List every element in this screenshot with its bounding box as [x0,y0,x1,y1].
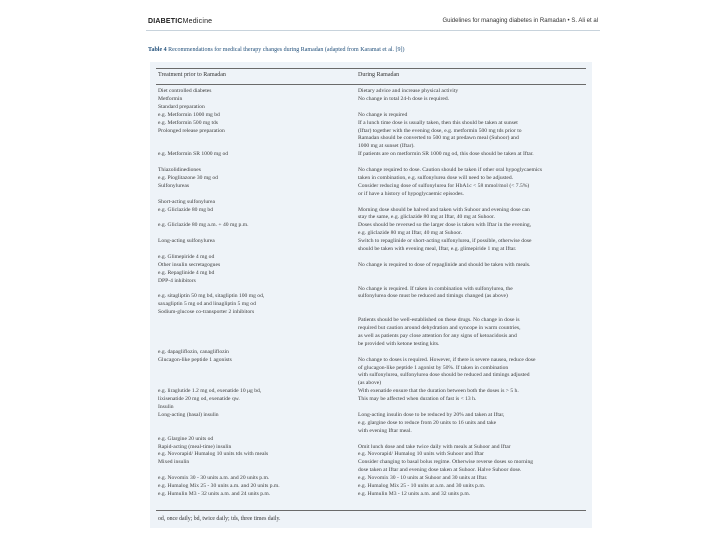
cell-prior-treatment: Short-acting sulfonylurea [158,198,216,205]
table-header [150,70,592,82]
cell-prior-treatment: Insulin [158,404,174,410]
cell-prior-treatment: saxagliptin 5 mg od and linagliptin 5 mg od [158,301,256,308]
cell-prior-treatment: e.g. Metformin 1000 mg bd [158,111,220,118]
table-caption-text: Recommendations for medical therapy changes during Ramadan (adapted from Karamat et al. [9]) [168,47,405,53]
cell-prior-treatment: e.g. Humulin M3 - 32 units a.m. and 24 units p.m. [158,490,271,497]
cell-prior-treatment: e.g. Humalog Mix 25 - 30 units a.m. and 20 units p.m. [158,483,280,489]
cell-during-ramadan: With exenatide ensure that the duration between both the doses is > 5 h. [358,388,519,395]
page-header [146,18,600,31]
cell-during-ramadan: This may be affected when duration of fast is < 13 h. [358,396,477,403]
table-footnote: od, once daily; bd, twice daily; tds, three times daily. [158,516,281,522]
cell-prior-treatment: e.g. Gliclazide 80 mg bd [158,206,213,213]
table-header-rule [156,84,586,85]
table-label: Table 4 [148,47,167,53]
cell-during-ramadan: Patients should be well-established on these drugs. No change in dose is [358,317,520,324]
cell-prior-treatment: e.g. sitagliptin 50 mg bd, sitagliptin 100 mg od, [158,293,265,300]
column-header-during: During Ramadan [358,72,400,78]
cell-during-ramadan: Consider reducing dose of sulfonylurea for HbA1c < 58 mmol/mol (< 7.5%) [358,182,530,189]
cell-during-ramadan: with sulfonylurea, sulfonylurea dose should be reduced and timings adjusted [358,372,530,379]
cell-prior-treatment: e.g. Metformin SR 1000 mg od [158,151,229,158]
cell-prior-treatment: e.g. Glargine 20 units od [158,435,214,442]
cell-during-ramadan: taken in combination, e.g. sulfonylurea dose will need to be adjusted. [358,174,514,181]
running-title: Guidelines for managing diabetes in Ramadan • S. Ali et al [442,18,598,24]
journal-title [148,18,212,25]
cell-during-ramadan: No change to doses is required. However, if there is severe nausea, reduce dose [358,356,536,363]
cell-prior-treatment: Sulfonylureas [158,182,190,189]
cell-during-ramadan: e.g. Novomix 30 - 10 units at Suhoor and 30 units at Iftar. [358,475,488,482]
cell-during-ramadan: as well as patients pay close attention for any signs of ketoacidosis and [358,332,517,339]
cell-prior-treatment: lixisenatide 20 mg od, exenatide qw. [158,396,240,403]
journal-title-light: Medicine [182,18,213,25]
cell-prior-treatment: Glucagon-like peptide 1 agonists [158,356,232,363]
cell-prior-treatment: e.g. Metformin 500 mg tds [158,119,218,126]
cell-during-ramadan: e.g. gliclazide 80 mg at Iftar, 40 mg at Suhoor. [358,230,463,237]
cell-during-ramadan: No change is required to dose of repaglinide and should be taken with meals. [358,261,531,268]
cell-during-ramadan: If a lunch time dose is usually taken, then this should be taken at sunset [358,119,518,126]
cell-prior-treatment: e.g. Gliclazide 80 mg a.m. + 40 mg p.m. [158,222,249,229]
cell-during-ramadan: Switch to repaglinide or short-acting sulfonylurea, if possible, otherwise dose [358,238,532,245]
cell-during-ramadan: sulfonylurea dose must be reduced and timings changed (as above) [358,293,508,300]
cell-during-ramadan: e.g. Humulin M3 - 12 units a.m. and 32 units p.m. [358,490,471,497]
cell-prior-treatment: Long-acting (basal) insulin [158,411,219,418]
cell-during-ramadan: Dietary advice and increase physical activity [358,88,459,94]
journal-page [146,0,600,540]
cell-prior-treatment: Standard preparation [158,103,205,110]
cell-during-ramadan: required but caution around dehydration and syncope in warm countries, [358,325,521,331]
cell-prior-treatment: DPP-4 inhibitors [158,277,196,284]
cell-during-ramadan: No change in total 24-h dose is required. [358,95,450,102]
cell-during-ramadan: or if have a history of hypoglycaemic episodes. [358,190,464,197]
cell-during-ramadan: Long-acting insulin dose to be reduced by 20% and taken at Iftar, [358,411,505,418]
cell-during-ramadan: dose taken at Iftar and evening dose taken at Suhoor. Halve Suhoor dose. [358,467,522,474]
column-header-prior: Treatment prior to Ramadan [158,72,226,78]
cell-during-ramadan: Omit lunch dose and take twice daily with meals at Suhoor and Iftar [358,443,511,450]
cell-prior-treatment: Sodium-glucose co-transporter 2 inhibitors [158,309,255,316]
cell-prior-treatment: Thiazolidinediones [158,167,201,173]
cell-during-ramadan: Ramadan should be converted to 500 mg at predawn meal (Suhoor) and [358,135,519,142]
cell-prior-treatment: e.g. Glimepiride 4 mg od [158,253,215,260]
table-caption [148,47,405,53]
cell-during-ramadan: e.g. Humalog Mix 25 - 10 units at a.m. and 30 units p.m. [358,483,486,489]
cell-prior-treatment: Metformin [158,95,183,102]
cell-prior-treatment: Other insulin secretagogues [158,261,221,268]
cell-during-ramadan: e.g. Novorapid/ Humalog 10 units with Suhoor and Iftar [358,451,484,458]
cell-during-ramadan: If patients are on metformin SR 1000 mg od, this dose should be taken at Iftar. [358,151,534,158]
cell-during-ramadan: of glucagon-like peptide 1 agonist by 50%. If taken in combination [358,364,509,371]
cell-prior-treatment: e.g. Pioglitazone 30 mg od [158,174,218,181]
cell-prior-treatment: e.g. Novomix 30 - 30 units a.m. and 20 units p.m. [158,475,270,482]
cell-during-ramadan: (as above) [358,380,382,387]
cell-prior-treatment: Diet controlled diabetes [158,88,212,94]
table-bottom-rule [156,510,586,511]
cell-prior-treatment: Rapid-acting (meal-time) insulin [158,443,232,450]
cell-prior-treatment: e.g. dapagliflozin, canagliflozin [158,348,229,355]
cell-during-ramadan: No change is required [358,111,408,118]
cell-during-ramadan: No change is required. If taken in combination with sulfonylurea, the [358,285,513,292]
cell-prior-treatment: Mixed insulin [158,459,190,466]
cell-during-ramadan: e.g. glargine dose to reduce from 20 units to 16 units and take [358,419,497,426]
cell-during-ramadan: should be taken with evening meal, Iftar, e.g. glimepiride 1 mg at Iftar. [358,246,517,252]
cell-prior-treatment: Prolonged release preparation [158,127,225,134]
cell-during-ramadan: Consider changing to basal bolus regime. Otherwise reverse doses so morning [358,459,534,466]
cell-during-ramadan: No change required to dose. Caution should be taken if other oral hypoglycaemics [358,167,543,173]
cell-during-ramadan: stay the same, e.g. gliclazide 80 mg at Iftar, 40 mg at Suhoor. [358,214,495,221]
cell-during-ramadan: Doses should be reversed so the larger dose is taken with Iftar in the evening, [358,222,532,229]
cell-during-ramadan: with evening Iftar meal. [358,427,412,434]
cell-during-ramadan: 1000 mg at sunset (Iftar). [358,143,415,150]
cell-prior-treatment: e.g. Repaglinide 4 mg bd [158,269,215,276]
cell-during-ramadan: be provided with ketone testing kits. [358,340,440,347]
cell-during-ramadan: (Iftar) together with the evening dose, e.g. metformin 500 mg tds prior to [358,127,522,134]
cell-prior-treatment: e.g. Novorapid/ Humalog 10 units tds with meals [158,451,269,458]
journal-title-bold: DIABETIC [148,18,183,25]
recommendations-table [150,62,592,528]
cell-prior-treatment: e.g. liraglutide 1.2 mg od, exenatide 10 μg bd, [158,388,262,395]
table-top-rule [156,68,586,69]
cell-prior-treatment: Long-acting sulfonylurea [158,238,215,245]
cell-during-ramadan: Morning dose should be halved and taken with Suhoor and evening dose can [358,206,530,213]
